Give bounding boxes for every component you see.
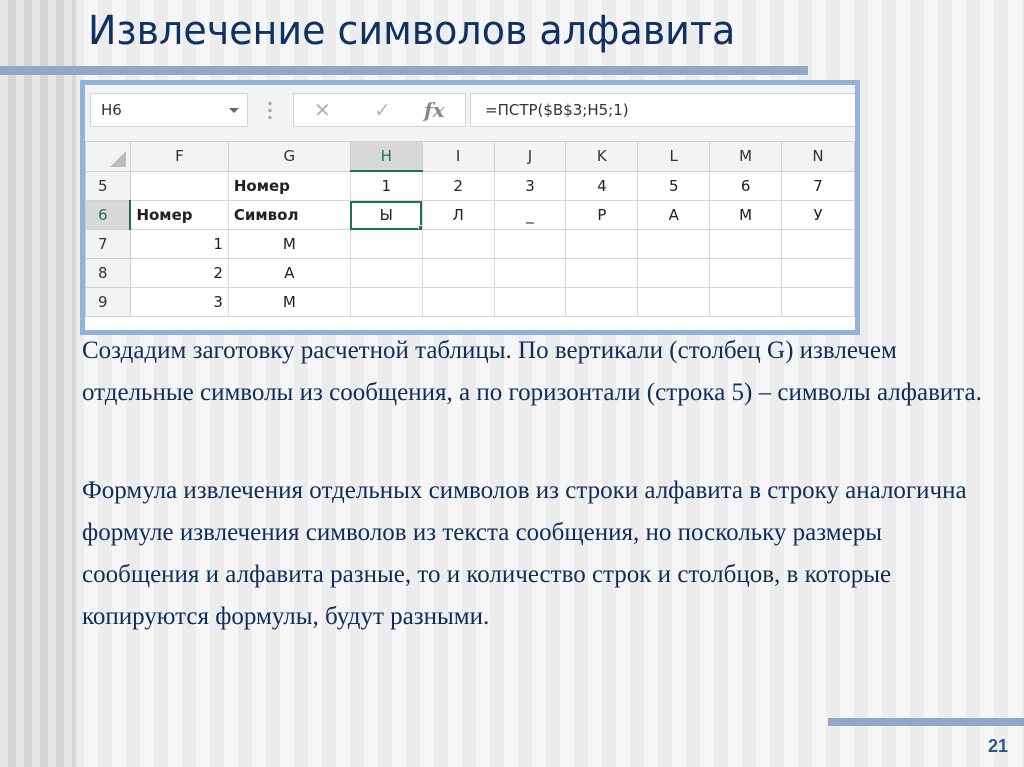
cell-l5[interactable]: 5 bbox=[638, 171, 710, 201]
cell-m5[interactable]: 6 bbox=[710, 171, 782, 201]
cell-n5[interactable]: 7 bbox=[782, 171, 855, 201]
column-header-l[interactable]: L bbox=[638, 142, 710, 172]
cell-i7[interactable] bbox=[422, 230, 494, 259]
cell-h5[interactable]: 1 bbox=[350, 171, 422, 201]
column-header-j[interactable]: J bbox=[494, 142, 566, 172]
cell-h6-active[interactable]: Ы bbox=[350, 201, 422, 230]
cell-f5[interactable] bbox=[130, 171, 228, 201]
cell-n7[interactable] bbox=[782, 230, 855, 259]
cell-m9[interactable] bbox=[710, 288, 782, 317]
cell-f9[interactable]: 3 bbox=[130, 288, 228, 317]
background-stripe-band bbox=[0, 0, 76, 767]
cell-n6[interactable]: У bbox=[782, 201, 855, 230]
cell-k5[interactable]: 4 bbox=[566, 171, 638, 201]
cell-h7[interactable] bbox=[350, 230, 422, 259]
enter-icon[interactable]: ✓ bbox=[374, 100, 391, 122]
row-header-9[interactable]: 9 bbox=[86, 288, 131, 317]
cell-f7[interactable]: 1 bbox=[130, 230, 228, 259]
table-row bbox=[86, 171, 855, 201]
cell-l9[interactable] bbox=[638, 288, 710, 317]
cell-l8[interactable] bbox=[638, 259, 710, 288]
cancel-icon[interactable]: ✕ bbox=[314, 100, 331, 122]
cell-j7[interactable] bbox=[494, 230, 566, 259]
paragraph-1: Создадим заготовку расчетной таблицы. По вертикали (столбец G) извлечем отдельные символы из сообщения, а по горизонтали (строка 5) – символы алфавита. bbox=[82, 337, 982, 406]
cell-k7[interactable] bbox=[566, 230, 638, 259]
column-header-i[interactable]: I bbox=[422, 142, 494, 172]
cell-m8[interactable] bbox=[710, 259, 782, 288]
cell-g8[interactable]: А bbox=[228, 259, 350, 288]
cell-i6[interactable]: Л bbox=[422, 201, 494, 230]
cell-j9[interactable] bbox=[494, 288, 566, 317]
column-header-k[interactable]: K bbox=[566, 142, 638, 172]
cell-l7[interactable] bbox=[638, 230, 710, 259]
cell-g7[interactable]: М bbox=[228, 230, 350, 259]
cell-m6[interactable]: М bbox=[710, 201, 782, 230]
row-header-6[interactable]: 6 bbox=[86, 201, 131, 230]
cell-j5[interactable]: 3 bbox=[494, 171, 566, 201]
cell-l6[interactable]: А bbox=[638, 201, 710, 230]
excel-screenshot bbox=[80, 80, 860, 335]
cell-k8[interactable] bbox=[566, 259, 638, 288]
cell-g5[interactable]: Номер bbox=[228, 171, 350, 201]
cell-h9[interactable] bbox=[350, 288, 422, 317]
insert-function-icon[interactable]: fx bbox=[424, 98, 445, 122]
column-header-m[interactable]: M bbox=[710, 142, 782, 172]
cell-n9[interactable] bbox=[782, 288, 855, 317]
cell-f8[interactable]: 2 bbox=[130, 259, 228, 288]
table-row bbox=[86, 288, 855, 317]
paragraph-2: Формула извлечения отдельных символов из строки алфавита в строку аналогична формуле извлечения символов из текста сообщения, но поскольку размеры сообщения и алфавита разные, то и количество строк и столбцов, в которые копируются формулы, будут разными. bbox=[82, 477, 967, 630]
name-box[interactable] bbox=[90, 93, 248, 127]
cell-f6[interactable]: Номер bbox=[130, 201, 228, 230]
cell-n8[interactable] bbox=[782, 259, 855, 288]
cell-i9[interactable] bbox=[422, 288, 494, 317]
drag-handle-icon[interactable] bbox=[268, 100, 272, 120]
cell-g6[interactable]: Символ bbox=[228, 201, 350, 230]
column-header-n[interactable]: N bbox=[782, 142, 855, 172]
cell-j8[interactable] bbox=[494, 259, 566, 288]
row-header-8[interactable]: 8 bbox=[86, 259, 131, 288]
name-box-value: H6 bbox=[101, 101, 122, 119]
cell-h8[interactable] bbox=[350, 259, 422, 288]
column-header-g[interactable]: G bbox=[228, 142, 350, 172]
formula-input[interactable]: =ПСТР($B$3;H5;1) bbox=[470, 93, 855, 127]
cell-k6[interactable]: Р bbox=[566, 201, 638, 230]
column-header-h[interactable]: H bbox=[350, 142, 422, 172]
table-row bbox=[86, 201, 855, 230]
chevron-down-icon[interactable] bbox=[229, 108, 239, 113]
page-number: 21 bbox=[987, 736, 1008, 756]
footer-divider bbox=[828, 718, 1024, 726]
formula-bar bbox=[85, 85, 855, 141]
row-header-5[interactable]: 5 bbox=[86, 171, 131, 201]
cell-g9[interactable]: М bbox=[228, 288, 350, 317]
slide-title: Извлечение символов алфавита bbox=[88, 8, 736, 54]
column-header-f[interactable]: F bbox=[130, 142, 228, 172]
table-row bbox=[86, 259, 855, 288]
cell-k9[interactable] bbox=[566, 288, 638, 317]
cell-m7[interactable] bbox=[710, 230, 782, 259]
table-row bbox=[86, 230, 855, 259]
cell-j6[interactable]: _ bbox=[494, 201, 566, 230]
formula-buttons bbox=[293, 93, 466, 127]
title-divider bbox=[0, 66, 808, 75]
spreadsheet-grid bbox=[85, 141, 855, 317]
row-header-7[interactable]: 7 bbox=[86, 230, 131, 259]
cell-i5[interactable]: 2 bbox=[422, 171, 494, 201]
column-header-row bbox=[86, 142, 855, 172]
cell-i8[interactable] bbox=[422, 259, 494, 288]
select-all-button[interactable] bbox=[86, 142, 131, 172]
